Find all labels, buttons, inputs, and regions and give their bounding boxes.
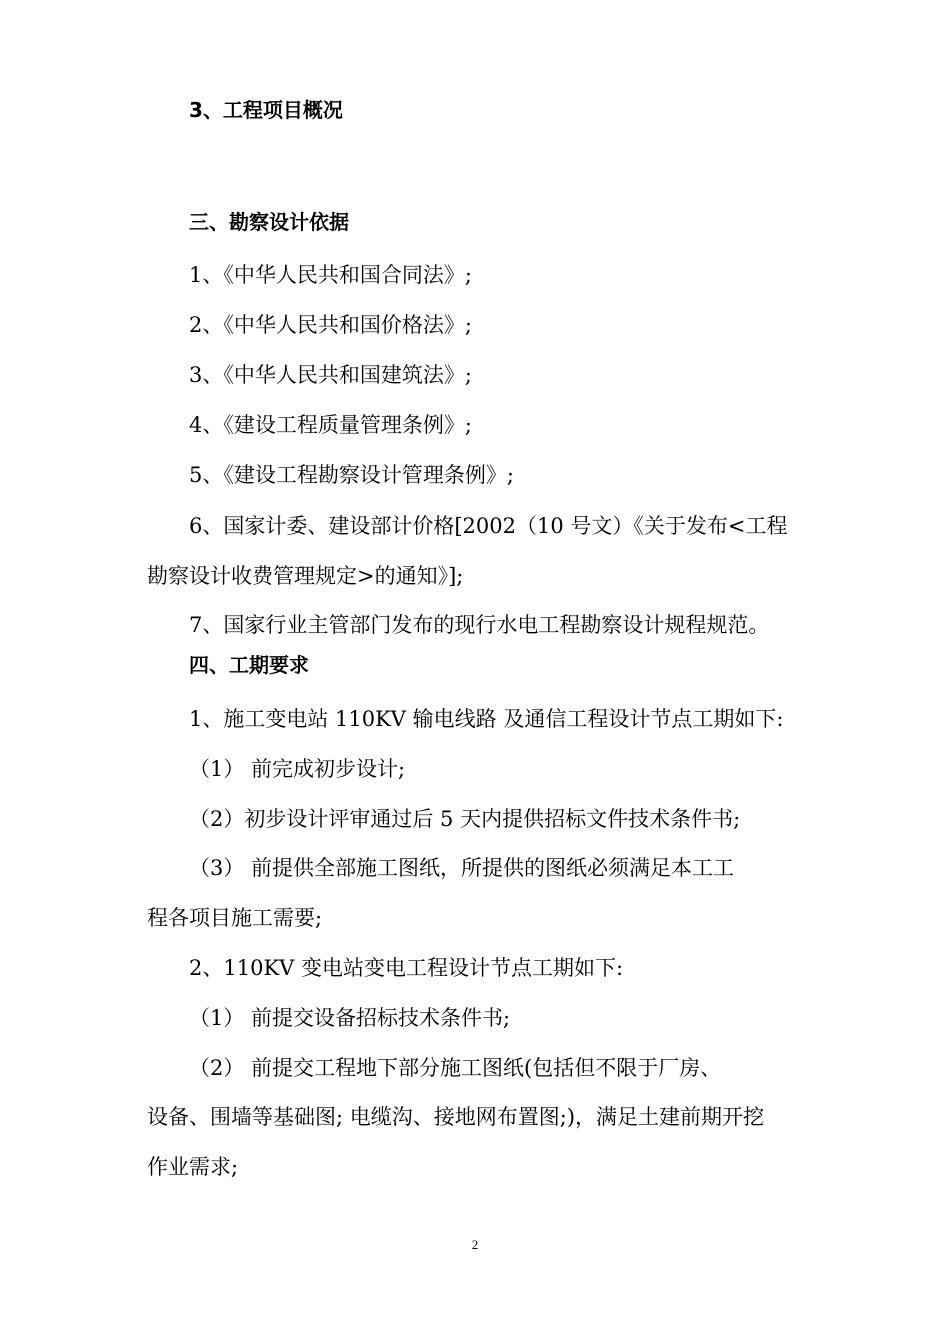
basis-item-3: 3、《中华人民共和国建筑法》; (189, 363, 472, 387)
basis-item-7: 7、国家行业主管部门发布的现行水电工程勘察设计规程规范。 (189, 613, 770, 637)
basis-item-4: 4、《建设工程质量管理条例》; (189, 413, 472, 437)
basis-item-6-cont: 勘察设计收费管理规定>的通知》]; (147, 564, 464, 588)
schedule-item-1-3: （3） 前提供全部施工图纸，所提供的图纸必须满足本工工 (189, 856, 735, 880)
basis-item-1: 1、《中华人民共和国合同法》; (189, 263, 472, 287)
schedule-item-2-2-end: 作业需求; (147, 1155, 239, 1179)
basis-item-2: 2、《中华人民共和国价格法》; (189, 313, 472, 337)
heading-schedule: 四、工期要求 (189, 653, 309, 677)
schedule-item-1-2: （2）初步设计评审通过后 5 天内提供招标文件技术条件书; (189, 807, 741, 831)
schedule-item-1: 1、施工变电站 110KV 输电线路 及通信工程设计节点工期如下: (189, 707, 784, 731)
heading-design-basis: 三、勘察设计依据 (189, 210, 349, 234)
schedule-item-1-3-cont: 程各项目施工需要; (147, 906, 323, 930)
schedule-item-1-1: （1） 前完成初步设计; (189, 757, 406, 781)
basis-item-5: 5、《建设工程勘察设计管理条例》; (189, 463, 514, 487)
schedule-item-2-2-cont: 设备、围墙等基础图; 电缆沟、接地网布置图;)，满足土建前期开挖 (147, 1105, 765, 1129)
basis-item-6: 6、国家计委、建设部计价格[2002（10 号文）《关于发布<工程 (189, 514, 788, 538)
schedule-item-2-2: （2） 前提交工程地下部分施工图纸(包括但不限于厂房、 (189, 1056, 722, 1080)
schedule-item-2-1: （1） 前提交设备招标技术条件书; (189, 1006, 511, 1030)
section-project-overview: 3、工程项目概况 (189, 98, 343, 122)
schedule-item-2: 2、110KV 变电站变电工程设计节点工期如下: (189, 956, 624, 980)
page-number: 2 (471, 1237, 479, 1252)
